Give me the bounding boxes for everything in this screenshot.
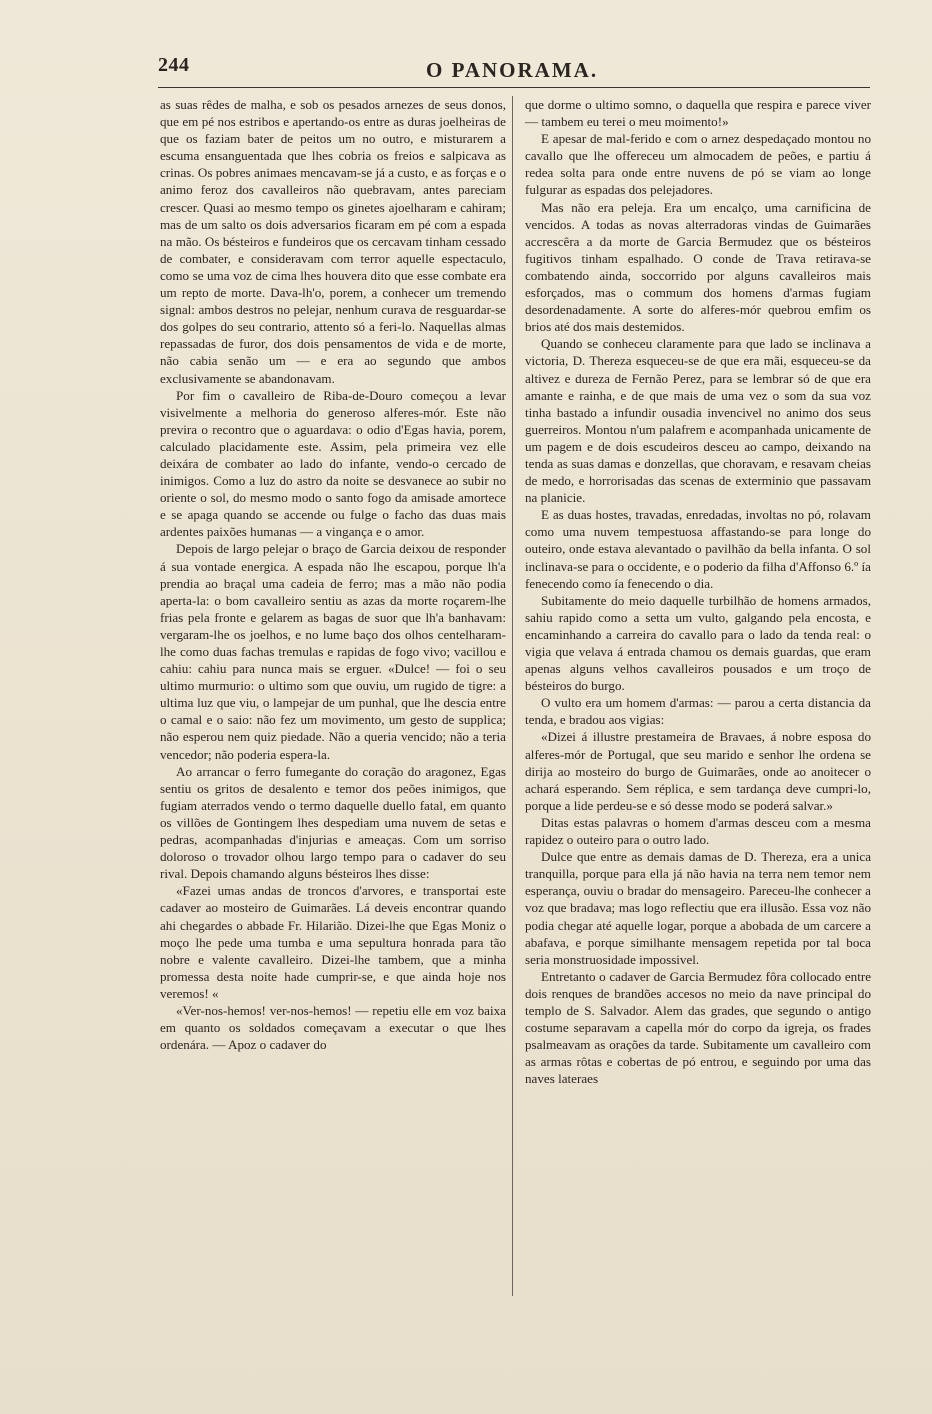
- paragraph: «Ver-nos-hemos! ver-nos-hemos! — repetiu elle em voz baixa em quanto os soldados começavam a executar o que lhes ordenára. — Apoz o cadaver do: [160, 1002, 506, 1053]
- running-title: O PANORAMA.: [426, 58, 599, 82]
- page-header: [158, 52, 868, 86]
- paragraph: as suas rêdes de malha, e sob os pesados arnezes de seus donos, que em pé nos estribos e apertando-os entre as duras joelheiras de que os faziam bater de peitos um no outro, e misturarem a escuma ensanguentada que lhes cobria os freios e salpicava as crinas. Os pobres animaes mencavam-se já a custo, e as forças e o animo feroz dos cavalleiros não quebravam, antes pareciam crescer. Quasi ao mesmo tempo os ginetes ajoelharam e cahiram; mas de um salto os dois adversarios ficaram em pé com a espada na mão. Os bésteiros e fundeiros que os cercavam tinham cessado de combater, e consideravam com terror aquelle espectaculo, como se uma voz de cima lhes houvera dito que esse combate era um repto de morte. Dava-lh'o, porem, a conhecer um tremendo signal: ambos destros no pelejar, nenhum curava de resguardar-se dos golpes do seu contrario, attento só a feri-lo. Naquellas almas repassadas de furor, dos dois pensamentos de vida e de morte, não cabia senão um — e era ao segundo que ambos exclusivamente se abandonavam.: [160, 97, 506, 386]
- left-column: [160, 96, 506, 1053]
- paragraph: E apesar de mal-ferido e com o arnez despedaçado montou no cavallo que lhe offereceu um almocadem de peões, e partiu á redea solta para onde entre nuvens de pó se viam ao longe fulgurar as espadas dos pelejadores.: [525, 131, 871, 198]
- paragraph: Mas não era peleja. Era um encalço, uma carnificina de vencidos. A todas as novas alterradoras vindas de Guimarães accrescêra a da morte de Garcia Bermudez que os bésteiros fugitivos tinham espalhado. O conde de Trava retirava-se combatendo ainda, soccorrido por alguns cavalleiros mais esforçados, mas o commum dos homens d'armas fugiam desordenadamente. A sorte do alferes-mór quebrou emfim os brios até dos mais destemidos.: [525, 199, 871, 335]
- column-divider: [512, 96, 513, 1296]
- paragraph: Depois de largo pelejar o braço de Garcia deixou de responder á sua vontade energica. A espada não lhe escapou, porque lh'a prendia ao braçal uma cadeia de ferro; mas a mão não podia aperta-la: o bom cavalleiro sentiu as azas da morte roçarem-lhe frias pela fronte e gelarem as bagas de suor que lh'a banhavam: vergaram-lhe os joelhos, e no lume baço dos olhos centelharam-lhe como duas fachas tremulas e rapidas de fogo vivo; vacillou e cahiu: cahiu para nunca mais se erguer. «Dulce! — foi o seu ultimo murmurio: o ultimo som que ouviu, um rugido de tigre: a ultima luz que viu, o lampejar de um punhal, que lhe descia entre o camal e o saio: não fez um movimento, um gesto de supplica; não esperou nem quiz piedade. Não a queria vencido; não a teria vencedor; não poderia espera-la.: [160, 541, 506, 762]
- paragraph: Por fim o cavalleiro de Riba-de-Douro começou a levar visivelmente a melhoria do generoso alferes-mór. Este não previra o recontro que o aguardava: o odio d'Egas havia, porem, calculado placidamente este. Assim, pela primeira vez elle deixára de combater ao lado do infante, vendo-o cercado de inimigos. Como a luz do astro da noite se desvanece ao subir no oriente o sol, do mesmo modo o santo fogo da amisade amortece e se apaga quando se accende ou fulge o facho das duas mais ardentes paixões humanas — a vingança e o amor.: [160, 387, 506, 540]
- paragraph: Subitamente do meio daquelle turbilhão de homens armados, sahiu rapido como a setta um vulto, galgando pela encosta, e encaminhando a carreira do cavallo para o lado da tenda real: o vigia que velava á entrada chamou os demais guardas, que eram apenas alguns velhos cavalleiros pousados e um troço de bésteiros do burgo.: [525, 592, 871, 694]
- right-column: [525, 96, 871, 1087]
- paragraph: E as duas hostes, travadas, enredadas, involtas no pó, rolavam como uma nuvem tempestuosa affastando-se para longe do outeiro, onde estava alevantado o pavilhão da bella infanta. O sol inclinava-se para o occidente, e o poderio da filha d'Affonso 6.º ía fenecendo como ía fenecendo o dia.: [525, 507, 871, 591]
- paragraph: Dulce que entre as demais damas de D. Thereza, era a unica tranquilla, porque para ella já não havia na terra nem temor nem esperança, ouviu o bradar do mensageiro. Pareceu-lhe conhecer a voz que bradava; mas logo reflectiu que era illusão. Essa voz não podia chegar até aquelle logar, porque a abobada de um carcere a abafava, e porque similhante mensagem repetida por tal boca seria monstruosidade impossivel.: [525, 849, 871, 967]
- paragraph: Quando se conheceu claramente para que lado se inclinava a victoria, D. Thereza esqueceu-se de que era mãi, esqueceu-se da altivez e dureza de Fernão Perez, para se lembrar só de que era amante e rainha, e de que mais de uma vez o som da sua voz tinha bastado a infundir ousadia invencivel no animo dos seus guerreiros. Montou n'um palafrem e acompanhada unicamente de um pagem e de dois escudeiros desceu ao campo, deixando na tenda as suas damas e donzellas, que choravam, e resavam cheias de medo, e horrorisadas das scenas de exterminio que passavam na planicie.: [525, 336, 871, 506]
- paragraph: que dorme o ultimo somno, o daquella que respira e parece viver — tambem eu terei o meu moimento!»: [525, 97, 871, 130]
- paragraph: Ao arrancar o ferro fumegante do coração do aragonez, Egas sentiu os gritos de desalento e temor dos peões inimigos, que fugiam aterrados vendo o termo daquelle duello fatal, em quanto os villões de Gontingem lhes despediam uma nuvem de setas e pedras, acompanhadas d'injurias e ameaças. Com um sorriso doloroso o trovador olhou largo tempo para o cadaver do seu rival. Depois chamando alguns bésteiros lhes disse:: [160, 763, 506, 882]
- paragraph: O vulto era um homem d'armas: — parou a certa distancia da tenda, e bradou aos vigias:: [525, 695, 871, 728]
- paragraph: Entretanto o cadaver de Garcia Bermudez fôra collocado entre dois renques de brandões accesos no meio da nave principal do templo de S. Salvador. Alem das grades, que segundo o antigo costume separavam a capella mór do corpo da igreja, os frades psalmeavam as orações da tarde. Subitamente um cavalleiro com as armas rôtas e cobertas de pó entrou, e seguindo por uma das naves lateraes: [525, 968, 871, 1087]
- paragraph: «Fazei umas andas de troncos d'arvores, e transportai este cadaver ao mosteiro de Guimarães. Lá deveis encontrar quando ahi chegardes o abbade Fr. Hilarião. Dizei-lhe que Egas Moniz o moço lhe pede uma tumba e uma sepultura honrada para tão nobre e valente cavalleiro. Dizei-lhe tambem, que a minha promessa desta noite hade cumprir-se, e que ainda hoje nos veremos! «: [160, 883, 506, 1001]
- header-rule: [158, 87, 870, 88]
- page-number: 244: [158, 54, 190, 76]
- paragraph: «Dizei á illustre prestameira de Bravaes, á nobre esposa do alferes-mór de Portugal, que seu marido e senhor lhe ordena se dirija ao mosteiro do burgo de Guimarães, onde ao anoitecer o achará esperando. Sem réplica, e sem tardança deve cumpri-lo, porque a lide perdeu-se e só desse modo se poderá salvar.»: [525, 729, 871, 813]
- paragraph: Ditas estas palavras o homem d'armas desceu com a mesma rapidez o outeiro para o outro lado.: [525, 814, 871, 848]
